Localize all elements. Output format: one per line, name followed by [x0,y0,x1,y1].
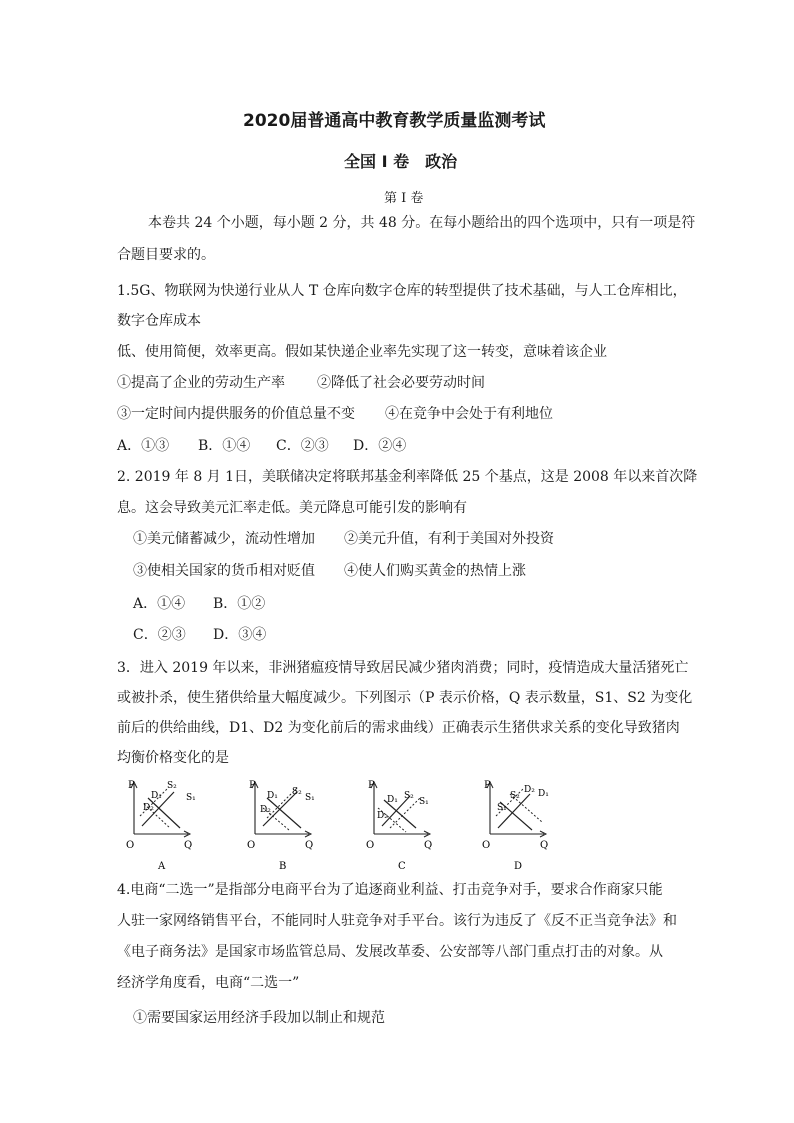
graph-a-letter: A [158,861,166,872]
q1-statement-4: ④在竞争中会处于有利地位 [385,406,553,422]
graph-c-p-label: P [368,780,375,791]
section-label: 第 I 卷 [384,191,424,206]
graph-b-letter: B [279,861,287,872]
intro-line-2: 合题目要求的。 [117,247,215,263]
q2-statement-3: ③使相关国家的货币相对贬值 [133,563,315,579]
graph-c-s2-label: S₂ [404,791,414,801]
graph-b-q-label: Q [305,840,314,851]
graph-b-origin-label: O [247,840,256,851]
graph-d-s1-label: S₁ [497,803,507,813]
graph-b-p-label: P [249,780,256,791]
q1-option-d: D．②④ [353,438,407,454]
graph-c-origin-label: O [366,840,375,851]
q2-line-2: 息。这会导致美元汇率走低。美元降息可能引发的影响有 [117,500,467,516]
q1-line-3: 低、使用简便，效率更高。假如某快递企业率先实现了这一转变，意味着该企业 [117,344,607,360]
graph-c-q-label: Q [424,840,433,851]
q2-option-c: C．②③ [133,627,186,643]
graph-b-d1-label: D₁ [267,791,278,801]
graph-a-origin-label: O [126,840,135,851]
q2-option-b: B．①② [213,596,266,612]
q4-line-3: 《电子商务法》是国家市场监管总局、发展改革委、公安部等八部门重点打击的对象。从 [117,944,663,960]
intro-line-1: 本卷共 24 个小题，每小题 2 分，共 48 分。在每小题给出的四个选项中，只有一项是符 [148,215,696,231]
q1-line-1: 1.5G、物联网为快递行业从人 T 仓库向数字仓库的转型提供了技术基础，与人工仓库相比， [117,283,687,299]
graph-a-d1-label: D₁ [151,791,162,801]
q2-option-d: D．③④ [213,627,267,643]
graph-c-d2-label: D₂ [377,811,388,821]
graph-d-origin-label: O [482,840,491,851]
graph-d-q-label: Q [540,840,549,851]
graph-a-q-label: Q [184,840,193,851]
q3-graph-a [124,776,204,876]
graph-a-p-label: P [128,780,135,791]
graph-d-letter: D [514,861,523,872]
graph-d-p-label: P [484,780,491,791]
q2-statement-2: ②美元升值，有利于美国对外投资 [344,531,554,547]
q3-line-2: 或被扑杀，使生猪供给量大幅度减少。下列图示（P 表示价格，Q 表示数量，S1、S2 为变化 [117,690,693,706]
q1-statement-1: ①提高了企业的劳动生产率 [117,375,285,391]
q3-line-1: 3．进入 2019 年以来，非洲猪瘟疫情导致居民减少猪肉消费；同时，疫情造成大量活猪死亡 [117,660,689,676]
graph-b-s2-label: S₂ [292,787,302,797]
q4-line-1: 4.电商“二选一”是指部分电商平台为了追逐商业利益、打击竞争对手，要求合作商家只能 [117,882,663,898]
graph-a-d2-label: D₂ [143,803,154,813]
q4-statement-1: ①需要国家运用经济手段加以制止和规范 [133,1010,385,1026]
graph-b-s1-label: S₁ [305,793,315,803]
graph-b-d2-label: D₂ [260,805,271,815]
q1-statement-2: ②降低了社会必要劳动时间 [317,375,485,391]
q3-line-3: 前后的供给曲线，D1、D2 为变化前后的需求曲线）正确表示生猪供求关系的变化导致猪肉 [117,720,680,736]
graph-d-d1-label: D₁ [538,789,549,799]
graph-d-s2-label: S₂ [510,791,520,801]
q1-line-2: 数字仓库成本 [117,313,201,329]
q1-option-a: A．①③ [117,438,170,454]
graph-c-d1-label: D₁ [387,795,398,805]
q2-statement-1: ①美元储蓄减少，流动性增加 [133,531,315,547]
graph-c-s1-label: S₁ [419,797,429,807]
q2-line-1: 2. 2019 年 8 月 1日，美联储决定将联邦基金利率降低 25 个基点，这是 2008 年以来首次降 [117,469,698,485]
q3-line-4: 均衡价格变化的是 [117,750,229,766]
q1-option-c: C．②③ [276,438,329,454]
q3-graph-d [480,776,560,876]
graph-a-s1-label: S₁ [186,793,196,803]
q2-option-a: A．①④ [133,596,186,612]
q1-option-b: B．①④ [198,438,251,454]
q2-statement-4: ④使人们购买黄金的热情上涨 [344,563,526,579]
graph-a-s2-label: S₂ [167,781,177,791]
q3-graph-b [245,776,325,876]
graph-d-d2-label: D₂ [524,785,535,795]
q4-line-4: 经济学角度看，电商“二选一” [117,975,300,991]
page-title: 2020届普通高中教育教学质量监测考试 [243,111,546,131]
q4-line-2: 人驻一家网络销售平台，不能同时人驻竞争对手平台。该行为违反了《反不正当竞争法》和 [117,913,677,929]
q3-graph-c [364,776,444,876]
exam-subtitle: 全国 I 卷 政治 [344,152,458,171]
graph-c-letter: C [398,861,406,872]
q1-statement-3: ③一定时间内提供服务的价值总量不变 [117,406,355,422]
